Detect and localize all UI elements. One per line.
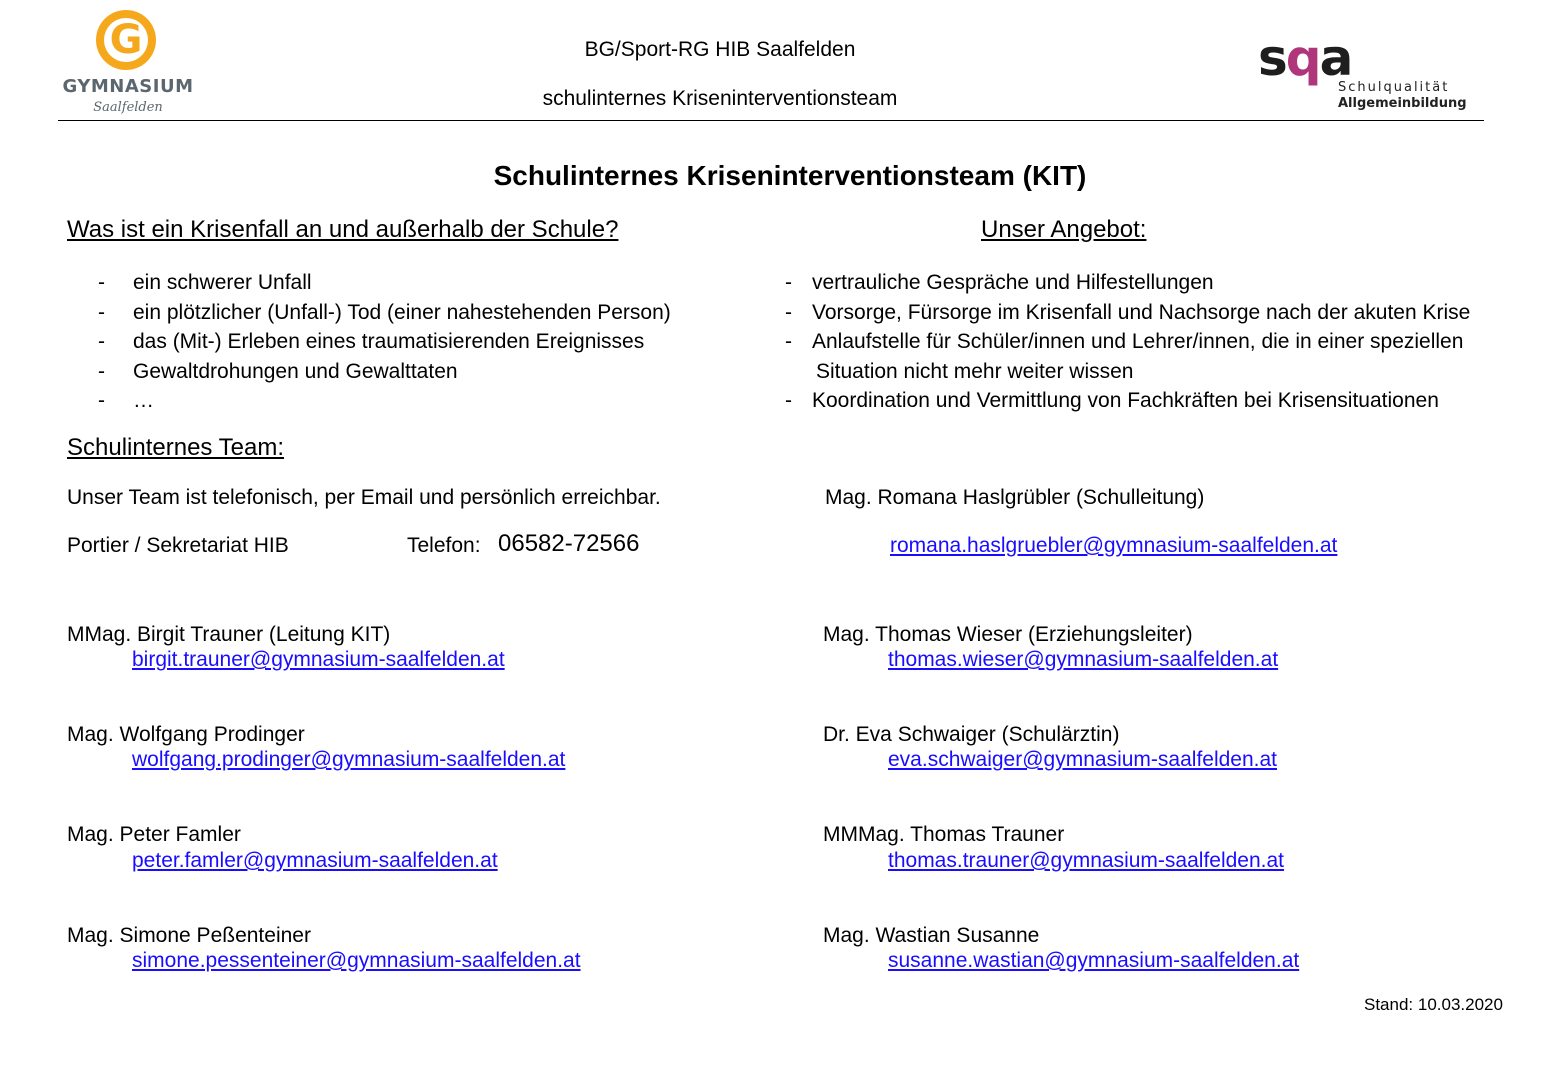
contact-label: Portier / Sekretariat HIB <box>67 534 289 557</box>
sqa-logo <box>1258 28 1478 118</box>
list-item-continuation: Situation nicht mehr weiter wissen <box>816 359 1134 383</box>
list-item: - vertrauliche Gespräche und Hilfestellungen <box>785 271 1214 294</box>
sqa-logo-line1: Schulqualität <box>1338 80 1450 95</box>
gymnasium-logo-mark: G <box>96 10 156 70</box>
gymnasium-logo <box>58 10 198 118</box>
member-name: Mag. Thomas Wieser (Erziehungsleiter) <box>823 623 1193 646</box>
member-email-link[interactable]: thomas.wieser@gymnasium-saalfelden.at <box>888 648 1279 671</box>
sqa-logo-mark: sqa <box>1258 29 1352 87</box>
phone-number: 06582-72566 <box>498 530 640 557</box>
offer-heading: Unser Angebot: <box>981 216 1147 243</box>
sqa-logo-line2: Allgemeinbildung <box>1338 96 1467 111</box>
list-item: - ein plötzlicher (Unfall-) Tod (einer nahestehenden Person) <box>98 300 671 324</box>
member-name: Mag. Peter Famler <box>67 823 241 846</box>
member-name: MMag. Birgit Trauner (Leitung KIT) <box>67 623 391 646</box>
list-item: - Koordination und Vermittlung von Fachkräften bei Krisensituationen <box>785 389 1439 412</box>
page-title: Schulinternes Kriseninterventionsteam (KIT) <box>493 160 1087 191</box>
team-heading: Schulinternes Team: <box>67 434 285 461</box>
member-email-link[interactable]: eva.schwaiger@gymnasium-saalfelden.at <box>888 748 1278 771</box>
member-name: Mag. Simone Peßenteiner <box>67 924 311 947</box>
member-email-link[interactable]: thomas.trauner@gymnasium-saalfelden.at <box>888 849 1285 872</box>
head-email-link[interactable]: romana.haslgruebler@gymnasium-saalfelden.at <box>890 534 1338 557</box>
list-item: - Gewaltdrohungen und Gewalttaten <box>98 359 458 383</box>
head-name: Mag. Romana Haslgrübler (Schulleitung) <box>825 486 1205 509</box>
list-item: - das (Mit-) Erleben eines traumatisierenden Ereignisses <box>98 330 645 353</box>
list-item: - ein schwerer Unfall <box>98 271 312 294</box>
gymnasium-logo-name: GYMNASIUM <box>62 76 194 97</box>
gymnasium-logo-town: Saalfelden <box>93 100 163 115</box>
member-email-link[interactable]: susanne.wastian@gymnasium-saalfelden.at <box>888 949 1300 972</box>
team-intro: Unser Team ist telefonisch, per Email und persönlich erreichbar. <box>67 486 661 509</box>
member-name: Dr. Eva Schwaiger (Schulärztin) <box>823 723 1120 746</box>
crisis-list <box>98 268 738 416</box>
member-email-link[interactable]: wolfgang.prodinger@gymnasium-saalfelden.at <box>132 748 566 771</box>
member-name: Mag. Wolfgang Prodinger <box>67 723 305 746</box>
header-title: BG/Sport-RG HIB Saalfelden <box>584 38 856 61</box>
header-divider <box>58 120 1484 121</box>
member-name: Mag. Wastian Susanne <box>823 924 1040 947</box>
list-item: - Anlaufstelle für Schüler/innen und Lehrer/innen, die in einer speziellen Situation nicht mehr weiter wissen <box>785 327 1525 386</box>
stand-date: Stand: 10.03.2020 <box>1364 995 1503 1014</box>
list-item: - Vorsorge, Fürsorge im Krisenfall und Nachsorge nach der akuten Krise <box>785 300 1471 324</box>
member-email-link[interactable]: simone.pessenteiner@gymnasium-saalfelden.at <box>132 949 581 972</box>
offer-list <box>785 268 1525 416</box>
crisis-heading: Was ist ein Krisenfall an und außerhalb der Schule? <box>67 216 619 243</box>
header-subtitle: schulinternes Kriseninterventionsteam <box>542 87 898 110</box>
member-email-link[interactable]: peter.famler@gymnasium-saalfelden.at <box>132 849 498 872</box>
list-item: - … <box>98 389 154 412</box>
member-email-link[interactable]: birgit.trauner@gymnasium-saalfelden.at <box>132 648 505 671</box>
phone-label: Telefon: <box>407 534 481 557</box>
member-name: MMMag. Thomas Trauner <box>823 823 1065 846</box>
